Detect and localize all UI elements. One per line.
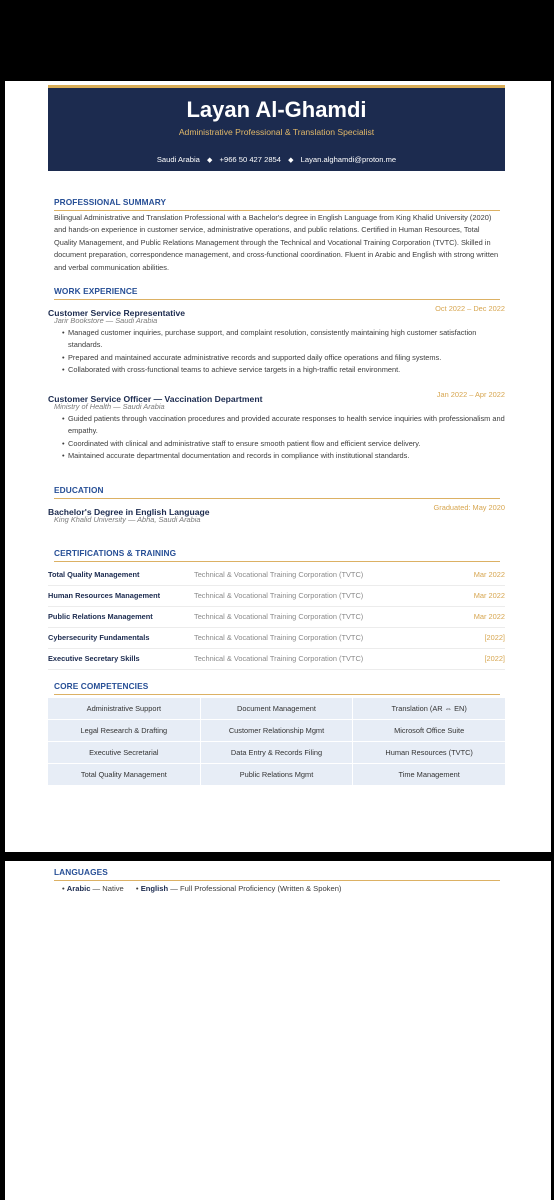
competency-cell: Microsoft Office Suite [353,720,505,741]
contact-email: Layan.alghamdi@proton.me [300,155,397,164]
degree-title: Bachelor's Degree in English Language [48,507,210,517]
job-bullet: • Managed customer inquiries, purchase support, and complaint resolution, consistently maintaining high customer satisfaction standards. [62,327,505,352]
section-title-languages: LANGUAGES [54,867,500,881]
job-entry [48,303,505,376]
language-name: Arabic [66,884,91,893]
job-title: Customer Service Representative [48,308,186,318]
certification-name: Public Relations Management [48,612,153,621]
job-bullet: • Coordinated with clinical and administrative staff to ensure smooth patient flow and efficient service delivery. [62,438,505,450]
section-title-summary: PROFESSIONAL SUMMARY [54,197,500,211]
resume-header [48,85,505,171]
competency-cell: Total Quality Management [48,764,200,785]
competency-cell: Translation (AR ⇔ EN) [353,698,505,719]
candidate-subtitle: Administrative Professional & Translation Specialist [178,127,375,137]
section-title-experience: WORK EXPERIENCE [54,286,500,300]
certification-row [48,585,505,607]
certification-row [48,606,505,628]
competency-cell: Legal Research & Drafting [48,720,200,741]
competency-cell: Administrative Support [48,698,200,719]
section-title-competencies: CORE COMPETENCIES [54,681,500,695]
section-title-education: EDUCATION [54,485,500,499]
language-level: Full Professional Proficiency (Written & Spoken) [179,884,342,893]
job-title: Customer Service Officer — Vaccination Department [48,394,263,404]
job-organization: Ministry of Health — Saudi Arabia [54,402,165,411]
certification-org: Technical & Vocational Training Corporation (TVTC) [194,591,364,600]
certification-org: Technical & Vocational Training Corporation (TVTC) [194,570,364,579]
certification-date: [2022] [484,633,505,642]
job-bullet: • Guided patients through vaccination procedures and provided accurate responses to health service inquiries with professionalism and empathy. [62,413,505,438]
resume-page-2 [5,861,551,1200]
certification-date: Mar 2022 [473,591,505,600]
competency-cell: Customer Relationship Mgmt [201,720,353,741]
job-bullet: • Prepared and maintained accurate administrative records and supported daily office operations and filing systems. [62,352,505,364]
job-entry [48,389,505,462]
certification-name: Human Resources Management [48,591,161,600]
section-title-certifications: CERTIFICATIONS & TRAINING [54,548,500,562]
school-name: King Khalid University — Abha, Saudi Arabia [54,515,201,524]
summary-text: Bilingual Administrative and Translation Professional with a Bachelor's degree in English Language from King Khalid University (2020) and hands-on experience in customer service, administrative operations, and public relations. Certified in Human Resources, Total Quality Management, and Public Relations Management through the Technical and Vocational Training Corporation (TVTC). Skilled in document preparation, correspondence management, and cross-functional coordination. Fluent in Arabic and English with strong written and verbal communication abilities. [54,213,499,272]
languages-line [62,884,341,893]
candidate-name: Layan Al-Ghamdi [186,97,367,122]
contact-location: Saudi Arabia [156,155,200,164]
certification-date: Mar 2022 [473,612,505,621]
certification-name: Total Quality Management [48,570,140,579]
resume-page-1 [5,81,551,852]
language-level: Native [102,884,124,893]
certification-row [48,564,505,586]
competency-cell: Document Management [201,698,353,719]
competencies-grid [48,698,505,785]
diamond-separator-icon: ◆ [207,157,213,164]
certification-org: Technical & Vocational Training Corporation (TVTC) [194,654,364,663]
contact-line [48,155,505,166]
job-bullet: • Collaborated with cross-functional teams to achieve service targets in a high-traffic retail environment. [62,364,505,376]
competency-cell: Human Resources (TVTC) [353,742,505,763]
certification-date: Mar 2022 [473,570,505,579]
certification-row [48,627,505,649]
competency-cell: Public Relations Mgmt [201,764,353,785]
job-date: Oct 2022 – Dec 2022 [435,304,505,313]
certification-name: Cybersecurity Fundamentals [48,633,150,642]
competency-cell: Data Entry & Records Filing [201,742,353,763]
competency-cell: Executive Secretarial [48,742,200,763]
job-organization: Jarir Bookstore — Saudi Arabia [54,316,158,325]
certification-org: Technical & Vocational Training Corporation (TVTC) [194,633,364,642]
contact-phone: +966 50 427 2854 [219,155,281,164]
graduation-date: Graduated: May 2020 [433,503,505,512]
job-bullets [48,327,505,376]
education-entry [48,502,505,525]
certification-row [48,648,505,670]
certification-org: Technical & Vocational Training Corporation (TVTC) [194,612,364,621]
job-bullets [48,413,505,462]
certification-name: Executive Secretary Skills [48,654,140,663]
language-name: English [140,884,169,893]
diamond-separator-icon: ◆ [288,157,294,164]
job-date: Jan 2022 – Apr 2022 [436,390,505,399]
certification-date: [2022] [484,654,505,663]
competency-cell: Time Management [353,764,505,785]
job-bullet: • Maintained accurate departmental documentation and records in compliance with institutional standards. [62,450,505,462]
language-item: • Arabic — Native [62,884,124,893]
language-item: • English — Full Professional Proficiency (Written & Spoken) [135,884,342,893]
